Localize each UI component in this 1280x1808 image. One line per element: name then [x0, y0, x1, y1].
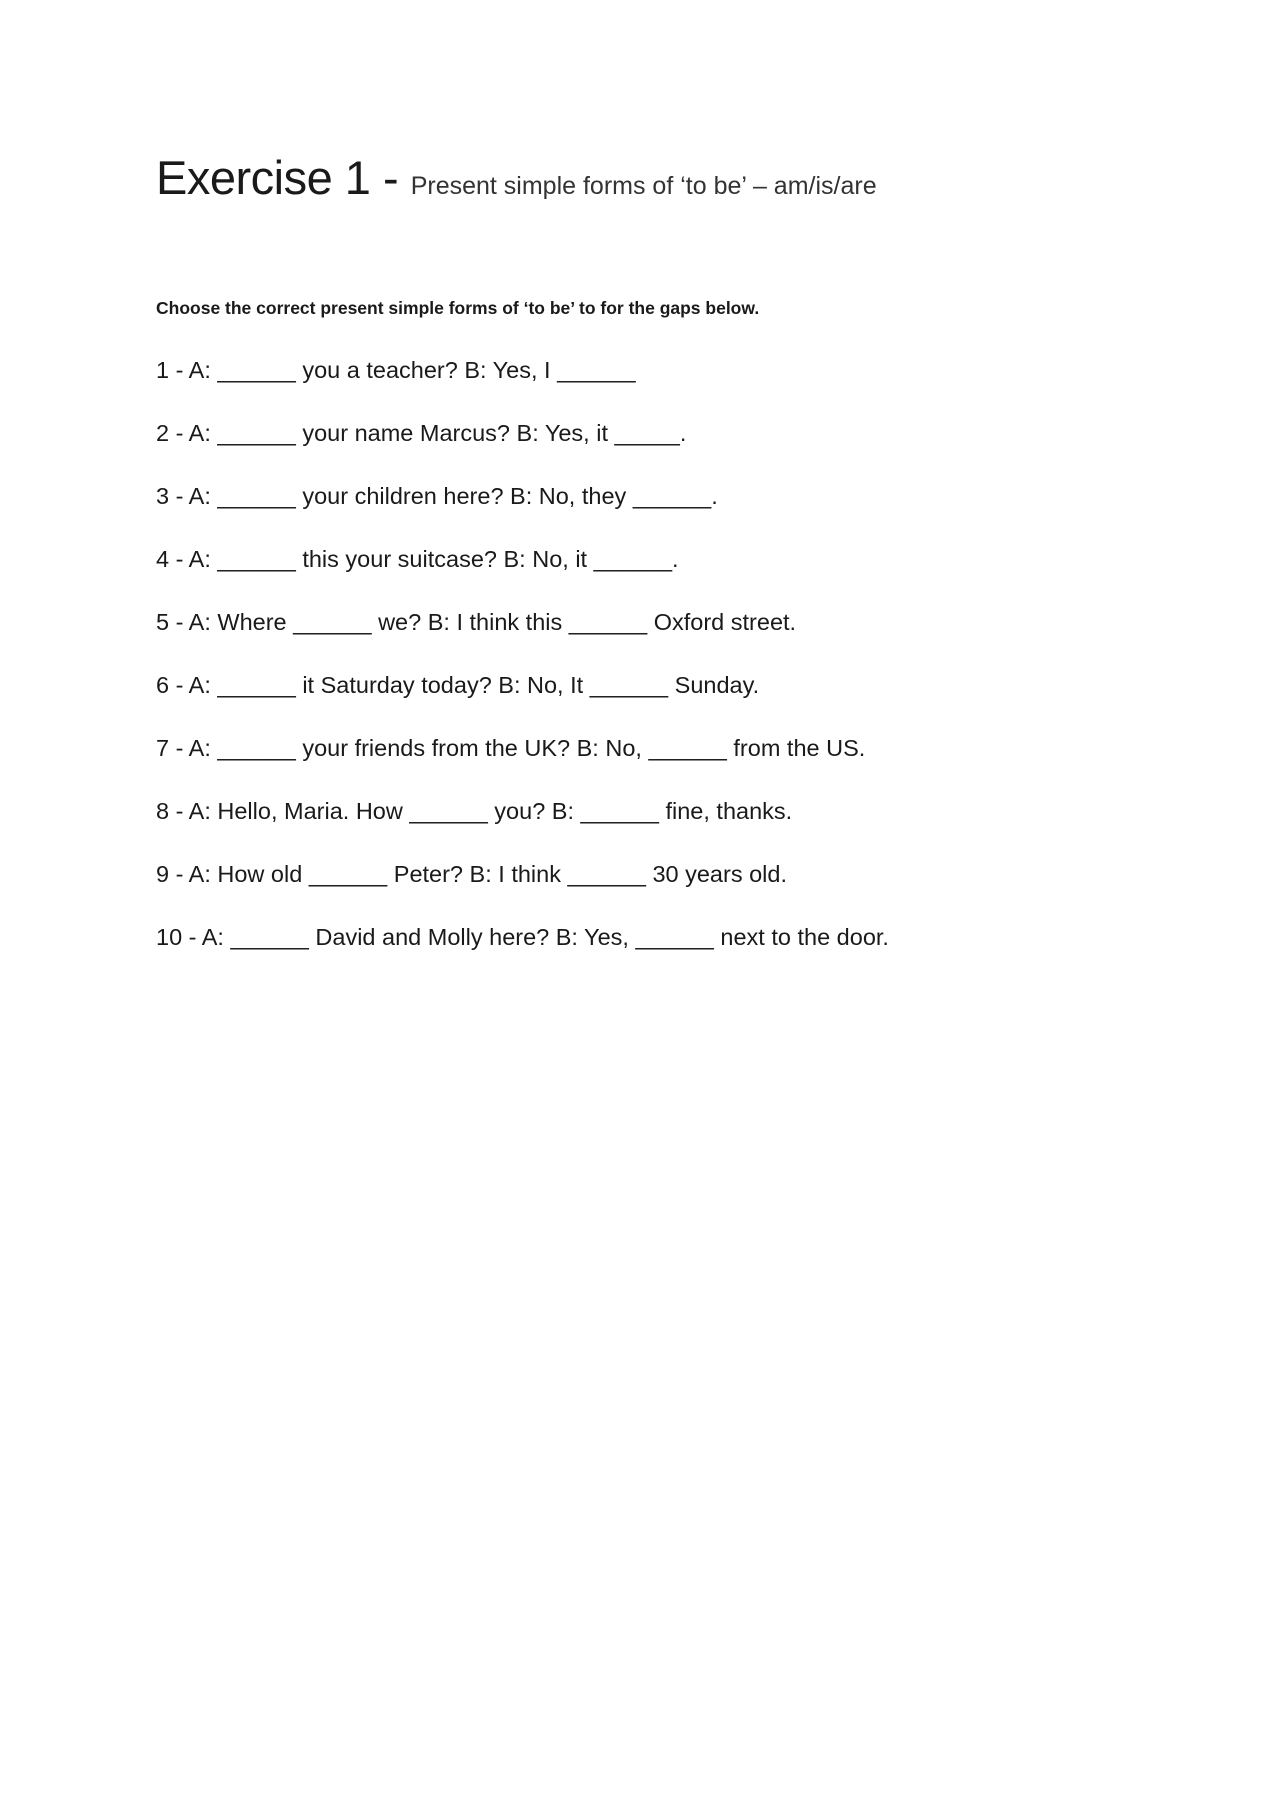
question-4: 4 - A: ______ this your suitcase? B: No, it ______.	[156, 546, 679, 572]
question-7: 7 - A: ______ your friends from the UK? B: No, ______ from the US.	[156, 735, 866, 761]
question-list	[156, 354, 1156, 984]
question-9: 9 - A: How old ______ Peter? B: I think ______ 30 years old.	[156, 861, 787, 887]
question-8: 8 - A: Hello, Maria. How ______ you? B: ______ fine, thanks.	[156, 798, 793, 824]
question-6: 6 - A: ______ it Saturday today? B: No, It ______ Sunday.	[156, 672, 760, 698]
question-5: 5 - A: Where ______ we? B: I think this ______ Oxford street.	[156, 609, 797, 635]
instructions: Choose the correct present simple forms of ‘to be’ to for the gaps below.	[156, 298, 760, 318]
question-10: 10 - A: ______ David and Molly here? B: Yes, ______ next to the door.	[156, 924, 889, 950]
question-2: 2 - A: ______ your name Marcus? B: Yes, it _____.	[156, 420, 687, 446]
exercise-subtitle: Present simple forms of ‘to be’ – am/is/are	[410, 172, 877, 200]
question-3: 3 - A: ______ your children here? B: No, they ______.	[156, 483, 718, 509]
page-title	[156, 150, 877, 205]
question-1: 1 - A: ______ you a teacher? B: Yes, I ______	[156, 357, 636, 383]
exercise-title: Exercise 1 -	[156, 151, 411, 204]
